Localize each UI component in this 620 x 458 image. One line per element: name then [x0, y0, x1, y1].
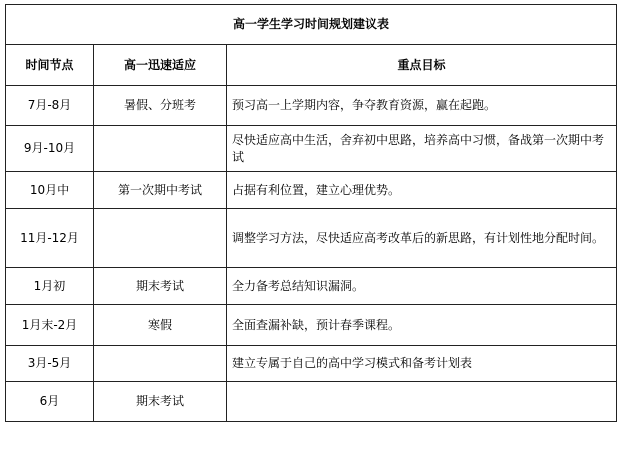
goal-text: 全面查漏补缺，预计春季课程。: [232, 317, 401, 332]
table-row: [6, 268, 617, 305]
table-row: [6, 346, 617, 382]
time-cell: 11月-12月: [6, 209, 94, 268]
table-row: [6, 126, 617, 172]
time-cell: 1月末-2月: [6, 305, 94, 346]
goal-text: 全力备考总结知识漏洞。: [232, 278, 365, 293]
goal-text: 预习高一上学期内容，争夺教育资源，赢在起跑。: [232, 98, 497, 112]
time-cell: 1月初: [6, 268, 94, 305]
goal-cell: [227, 346, 617, 382]
time-cell: 10月中: [6, 172, 94, 209]
event-cell: [94, 346, 227, 382]
goal-cell: [227, 209, 617, 268]
header-row: [6, 45, 617, 86]
goal-cell: [227, 172, 617, 209]
table-title: 高一学生学习时间规划建议表: [6, 5, 617, 45]
goal-text: 调整学习方法，尽快适应高考改革后的新思路，有计划性地分配时间。: [232, 230, 605, 245]
header-adaptation: 高一迅速适应: [94, 45, 227, 86]
table-row: [6, 382, 617, 422]
table-row: [6, 86, 617, 126]
table-row: [6, 172, 617, 209]
time-cell: 7月-8月: [6, 86, 94, 126]
goal-cell: [227, 86, 617, 126]
goal-cell: [227, 305, 617, 346]
study-plan-table: [5, 4, 617, 422]
event-cell: 第一次期中考试: [94, 172, 227, 209]
event-cell: [94, 126, 227, 172]
event-cell: [94, 209, 227, 268]
event-cell: 暑假、分班考: [94, 86, 227, 126]
table-row: [6, 209, 617, 268]
title-row: [6, 5, 617, 45]
goal-cell: [227, 268, 617, 305]
goal-cell: [227, 126, 617, 172]
goal-text: 尽快适应高中生活，舍弃初中思路，培养高中习惯，备战第一次期中考试: [232, 132, 605, 164]
table-row: [6, 305, 617, 346]
goal-text: 占据有利位置，建立心理优势。: [232, 182, 401, 197]
goal-cell: [227, 382, 617, 422]
event-cell: 寒假: [94, 305, 227, 346]
header-goal: 重点目标: [227, 45, 617, 86]
time-cell: 9月-10月: [6, 126, 94, 172]
event-cell: 期末考试: [94, 382, 227, 422]
goal-text: 建立专属于自己的高中学习模式和备考计划表: [232, 356, 473, 370]
event-cell: 期末考试: [94, 268, 227, 305]
header-time: 时间节点: [6, 45, 94, 86]
time-cell: 3月-5月: [6, 346, 94, 382]
time-cell: 6月: [6, 382, 94, 422]
